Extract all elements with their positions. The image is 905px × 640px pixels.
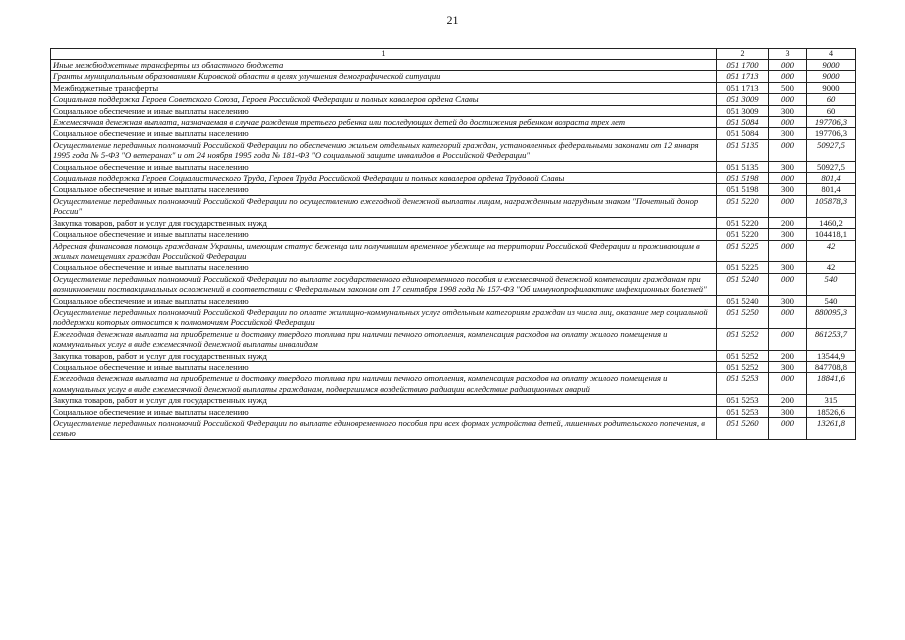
header-col-3: 3 — [769, 49, 807, 60]
row-name: Осуществление переданных полномочий Российской Федерации по осуществлению ежегодной денежной выплаты лицам, награжденным нагрудным знаком "Почетный донор России" — [51, 195, 717, 217]
row-name: Социальное обеспечение и иные выплаты населению — [51, 361, 717, 372]
table-row — [51, 240, 856, 262]
table-row — [51, 295, 856, 306]
row-name: Социальное обеспечение и иные выплаты населению — [51, 184, 717, 195]
row-name: Межбюджетные трансферты — [51, 82, 717, 93]
row-code: 051 5250 — [717, 306, 769, 328]
row-code: 051 5135 — [717, 139, 769, 161]
row-amount: 1460,2 — [807, 217, 856, 228]
row-name: Осуществление переданных полномочий Российской Федерации по выплате государственного единовременного пособия и ежемесячной денежной компенсации гражданам при возникновении поствакцинальных осложнений в соответствии с Федеральным законом от 17 сентября 1998 года № 157-ФЗ "Об иммунопрофилактике инфекционных болезней" — [51, 273, 717, 295]
row-name: Социальное обеспечение и иные выплаты населению — [51, 262, 717, 273]
row-code: 051 5225 — [717, 240, 769, 262]
row-amount: 540 — [807, 273, 856, 295]
row-amount: 105878,3 — [807, 195, 856, 217]
row-name: Социальное обеспечение и иные выплаты населению — [51, 105, 717, 116]
row-amount: 801,4 — [807, 184, 856, 195]
row-name: Социальное обеспечение и иные выплаты населению — [51, 406, 717, 417]
row-amount: 104418,1 — [807, 229, 856, 240]
row-type: 000 — [769, 273, 807, 295]
row-type: 000 — [769, 195, 807, 217]
row-name: Закупка товаров, работ и услуг для государственных нужд — [51, 350, 717, 361]
row-type: 300 — [769, 105, 807, 116]
page-number: 21 — [446, 13, 459, 27]
row-name: Закупка товаров, работ и услуг для государственных нужд — [51, 395, 717, 406]
row-name: Осуществление переданных полномочий Российской Федерации по обеспечению жильем отдельных категорий граждан, установленных федеральными законами от 12 января 1995 года № 5-ФЗ "О ветеранах" и от 24 ноября 1995 года № 181-ФЗ "О социальной защите инвалидов в Российской Федерации" — [51, 139, 717, 161]
table-row — [51, 94, 856, 105]
table-row — [51, 184, 856, 195]
row-code: 051 3009 — [717, 94, 769, 105]
table-row — [51, 195, 856, 217]
row-code: 051 1713 — [717, 82, 769, 93]
row-name: Социальная поддержка Героев Социалистического Труда, Героев Труда Российской Федерации и полных кавалеров ордена Трудовой Славы — [51, 173, 717, 184]
row-name: Адресная финансовая помощь гражданам Украины, имеющим статус беженца или получившим временное убежище на территории Российской Федерации и проживающим в жилых помещениях граждан Российской Федерации — [51, 240, 717, 262]
table-header-row — [51, 49, 856, 60]
row-amount: 861253,7 — [807, 328, 856, 350]
row-type: 000 — [769, 373, 807, 395]
table-row — [51, 82, 856, 93]
row-amount: 13544,9 — [807, 350, 856, 361]
row-name: Социальное обеспечение и иные выплаты населению — [51, 229, 717, 240]
row-code: 051 5252 — [717, 361, 769, 372]
row-code: 051 1713 — [717, 71, 769, 82]
row-code: 051 5253 — [717, 373, 769, 395]
row-name: Ежегодная денежная выплата на приобретение и доставку твердого топлива при наличии печного отопления, компенсация расходов на оплату жилого помещения и коммунальных услуг в виде ежемесячной денежной выплаты инвалидам — [51, 328, 717, 350]
table-row — [51, 229, 856, 240]
row-code: 051 5253 — [717, 406, 769, 417]
row-type: 000 — [769, 71, 807, 82]
row-name: Социальная поддержка Героев Советского Союза, Героев Российской Федерации и полных кавалеров ордена Славы — [51, 94, 717, 105]
row-code: 051 5240 — [717, 295, 769, 306]
table-row — [51, 373, 856, 395]
row-code: 051 5252 — [717, 328, 769, 350]
row-code: 051 1700 — [717, 60, 769, 71]
row-code: 051 5198 — [717, 184, 769, 195]
row-code: 051 5198 — [717, 173, 769, 184]
row-name: Осуществление переданных полномочий Российской Федерации по оплате жилищно-коммунальных услуг отдельным категориям граждан из числа лиц, оказание мер социальной поддержки которых относится к полномочиям Российской Федерации — [51, 306, 717, 328]
row-code: 051 5220 — [717, 217, 769, 228]
table-row — [51, 361, 856, 372]
row-code: 051 5220 — [717, 195, 769, 217]
table-row — [51, 60, 856, 71]
row-type: 200 — [769, 395, 807, 406]
row-type: 000 — [769, 328, 807, 350]
row-code: 051 5084 — [717, 128, 769, 139]
row-amount: 18526,6 — [807, 406, 856, 417]
row-type: 000 — [769, 60, 807, 71]
table-row — [51, 117, 856, 128]
row-code: 051 5225 — [717, 262, 769, 273]
row-name: Осуществление переданных полномочий Российской Федерации по выплате единовременного пособия при всех формах устройства детей, лишенных родительского попечения, в семью — [51, 418, 717, 440]
row-code: 051 5084 — [717, 117, 769, 128]
row-amount: 197706,3 — [807, 117, 856, 128]
row-type: 000 — [769, 240, 807, 262]
row-type: 000 — [769, 173, 807, 184]
row-code: 051 5240 — [717, 273, 769, 295]
row-type: 300 — [769, 161, 807, 172]
row-amount: 9000 — [807, 82, 856, 93]
row-amount: 42 — [807, 240, 856, 262]
row-code: 051 5253 — [717, 395, 769, 406]
row-amount: 197706,3 — [807, 128, 856, 139]
row-name: Гранты муниципальным образованиям Кировской области в целях улучшения демографической ситуации — [51, 71, 717, 82]
row-name: Ежегодная денежная выплата на приобретение и доставку твердого топлива при наличии печного отопления, компенсация расходов на оплату жилого помещения и коммунальных услуг в виде ежемесячной денежной выплаты гражданам, подвергшимся воздействию радиации вследствие радиационных аварий — [51, 373, 717, 395]
row-amount: 9000 — [807, 71, 856, 82]
row-type: 000 — [769, 94, 807, 105]
row-type: 300 — [769, 361, 807, 372]
row-code: 051 5220 — [717, 229, 769, 240]
table-row — [51, 395, 856, 406]
row-type: 000 — [769, 117, 807, 128]
table-row — [51, 173, 856, 184]
row-type: 200 — [769, 217, 807, 228]
header-col-1: 1 — [51, 49, 717, 60]
header-col-2: 2 — [717, 49, 769, 60]
table-row — [51, 139, 856, 161]
row-type: 500 — [769, 82, 807, 93]
row-name: Закупка товаров, работ и услуг для государственных нужд — [51, 217, 717, 228]
table-row — [51, 406, 856, 417]
row-name: Ежемесячная денежная выплата, назначаемая в случае рождения третьего ребенка или последующих детей до достижения ребенком возраста трех лет — [51, 117, 717, 128]
table-row — [51, 161, 856, 172]
table-row — [51, 128, 856, 139]
row-type: 300 — [769, 229, 807, 240]
row-amount: 13261,8 — [807, 418, 856, 440]
row-amount: 50927,5 — [807, 139, 856, 161]
row-amount: 847708,8 — [807, 361, 856, 372]
table-row — [51, 273, 856, 295]
row-amount: 540 — [807, 295, 856, 306]
row-type: 300 — [769, 128, 807, 139]
row-code: 051 5135 — [717, 161, 769, 172]
table-row — [51, 328, 856, 350]
row-name: Социальное обеспечение и иные выплаты населению — [51, 161, 717, 172]
row-amount: 60 — [807, 94, 856, 105]
row-code: 051 5252 — [717, 350, 769, 361]
row-type: 200 — [769, 350, 807, 361]
table-row — [51, 105, 856, 116]
row-amount: 880095,3 — [807, 306, 856, 328]
row-name: Социальное обеспечение и иные выплаты населению — [51, 128, 717, 139]
table-row — [51, 418, 856, 440]
row-name: Иные межбюджетные трансферты из областного бюджета — [51, 60, 717, 71]
table-row — [51, 217, 856, 228]
row-amount: 42 — [807, 262, 856, 273]
row-code: 051 3009 — [717, 105, 769, 116]
row-type: 300 — [769, 406, 807, 417]
row-type: 000 — [769, 418, 807, 440]
table-row — [51, 306, 856, 328]
row-type: 300 — [769, 184, 807, 195]
row-code: 051 5260 — [717, 418, 769, 440]
table-row — [51, 71, 856, 82]
row-amount: 60 — [807, 105, 856, 116]
row-amount: 18841,6 — [807, 373, 856, 395]
table-row — [51, 350, 856, 361]
row-type: 300 — [769, 295, 807, 306]
row-amount: 315 — [807, 395, 856, 406]
budget-table — [50, 48, 856, 440]
row-type: 000 — [769, 306, 807, 328]
row-type: 000 — [769, 139, 807, 161]
header-col-4: 4 — [807, 49, 856, 60]
table-row — [51, 262, 856, 273]
row-type: 300 — [769, 262, 807, 273]
row-name: Социальное обеспечение и иные выплаты населению — [51, 295, 717, 306]
row-amount: 9000 — [807, 60, 856, 71]
row-amount: 801,4 — [807, 173, 856, 184]
row-amount: 50927,5 — [807, 161, 856, 172]
